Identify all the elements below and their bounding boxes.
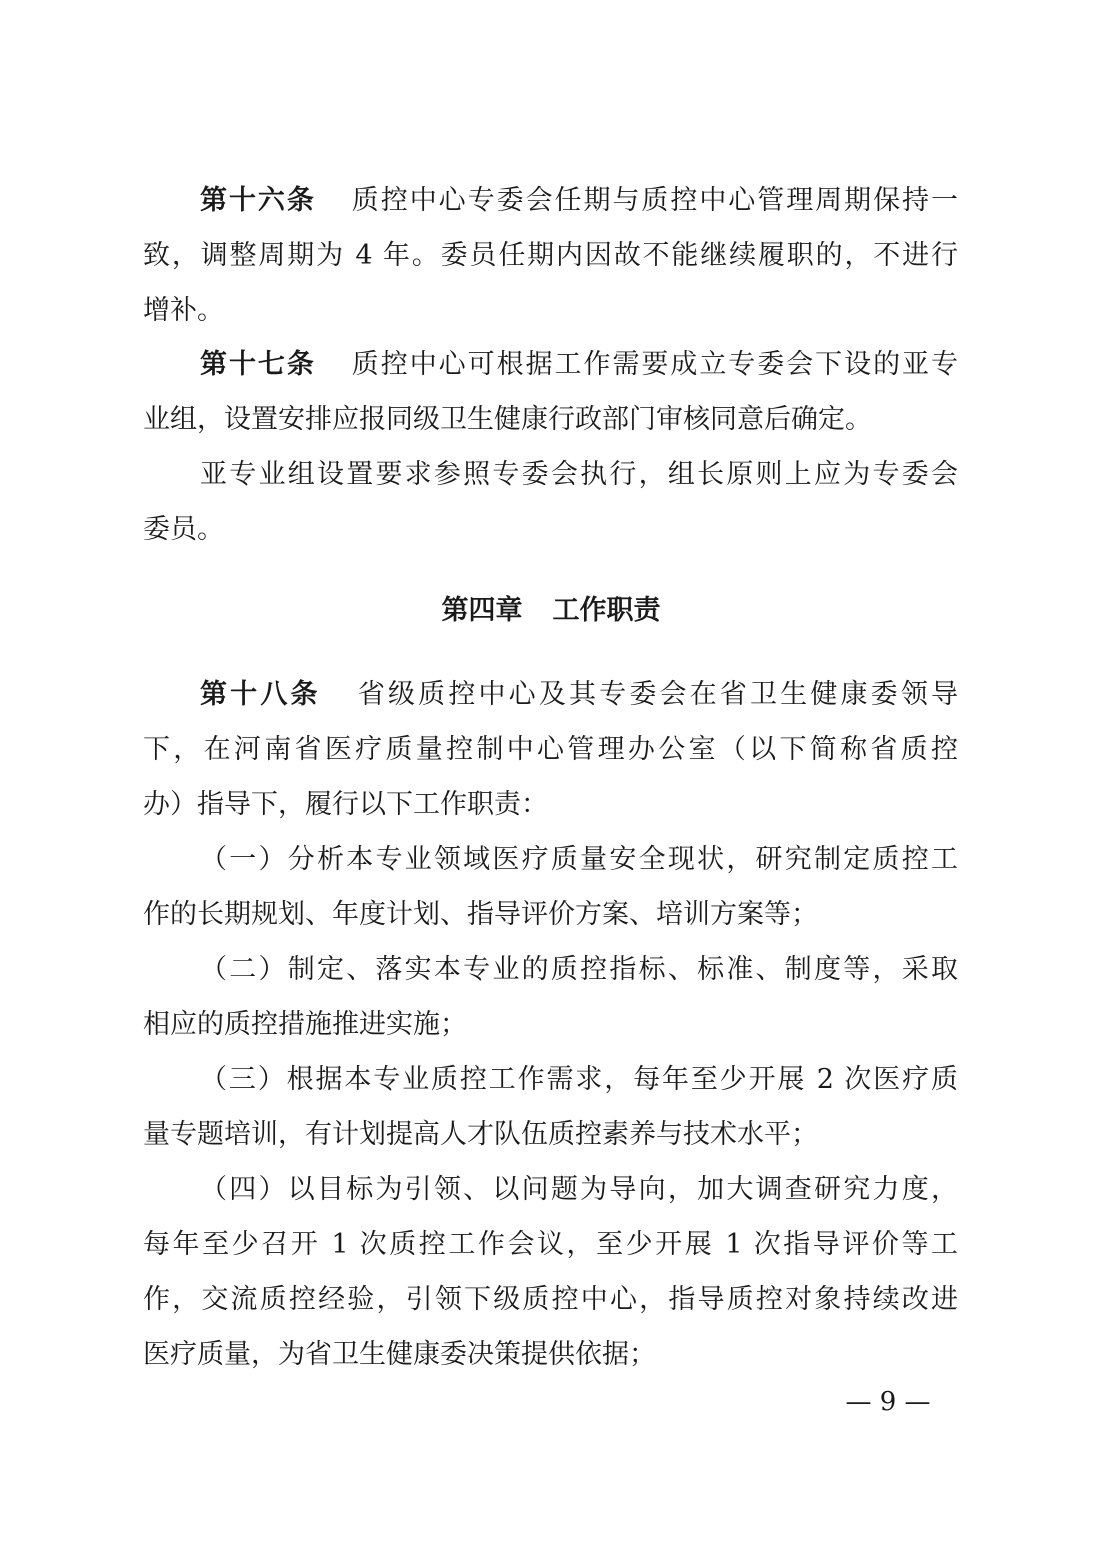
article-16-line-2: 致，调整周期为 4 年。委员任期内因故不能继续履职的，不进行 (143, 240, 958, 271)
article-18-item-3-line-2: 量专题培训，有计划提高人才队伍质控素养与技术水平； (143, 1119, 818, 1150)
article-18-line-3: 办）指导下，履行以下工作职责： (143, 789, 548, 820)
chapter-number: 第四章 (441, 595, 523, 626)
article-18-text-1: 省级质控中心及其专委会在省卫生健康委领导 (354, 679, 959, 710)
article-17-label: 第十七条 (200, 349, 316, 380)
article-17-para2-line-2: 委员。 (143, 514, 224, 545)
article-18-item-4-line-4: 医疗质量，为省卫生健康委决策提供依据； (143, 1339, 656, 1370)
article-18-item-4-line-2: 每年至少召开 1 次质控工作会议，至少开展 1 次指导评价等工 (143, 1229, 958, 1260)
article-17-line-1 (200, 348, 958, 382)
chapter-heading (0, 594, 1102, 628)
article-16-line-3: 增补。 (143, 295, 224, 326)
article-16-line-1 (200, 184, 958, 218)
article-18-item-4-line-3: 作，交流质控经验，引领下级质控中心，指导质控对象持续改进 (143, 1284, 958, 1315)
article-18-line-2: 下，在河南省医疗质量控制中心管理办公室（以下简称省质控 (143, 734, 958, 765)
article-17-line-2: 业组，设置安排应报同级卫生健康行政部门审核同意后确定。 (143, 404, 872, 435)
page-number: — 9 — (845, 1387, 931, 1417)
article-16-text-1: 质控中心专委会任期与质控中心管理周期保持一 (349, 185, 959, 216)
article-18-item-3-line-1: （三）根据本专业质控工作需求，每年至少开展 2 次医疗质 (200, 1064, 958, 1095)
article-18-item-2-line-2: 相应的质控措施推进实施； (143, 1009, 467, 1040)
article-18-item-1-line-1: （一）分析本专业领域医疗质量安全现状，研究制定质控工 (200, 844, 958, 875)
article-18-label: 第十八条 (200, 679, 321, 710)
article-17-text-1: 质控中心可根据工作需要成立专委会下设的亚专 (349, 349, 959, 380)
article-18-item-2-line-1: （二）制定、落实本专业的质控指标、标准、制度等，采取 (200, 954, 958, 985)
article-18-item-1-line-2: 作的长期规划、年度计划、指导评价方案、培训方案等； (143, 899, 818, 930)
article-18-item-4-line-1: （四）以目标为引领、以问题为导向，加大调查研究力度， (200, 1174, 958, 1205)
article-16-label: 第十六条 (200, 185, 316, 216)
chapter-title: 工作职责 (552, 595, 661, 626)
article-18-line-1 (200, 678, 958, 712)
article-17-para2-line-1: 亚专业组设置要求参照专委会执行，组长原则上应为专委会 (200, 459, 958, 490)
